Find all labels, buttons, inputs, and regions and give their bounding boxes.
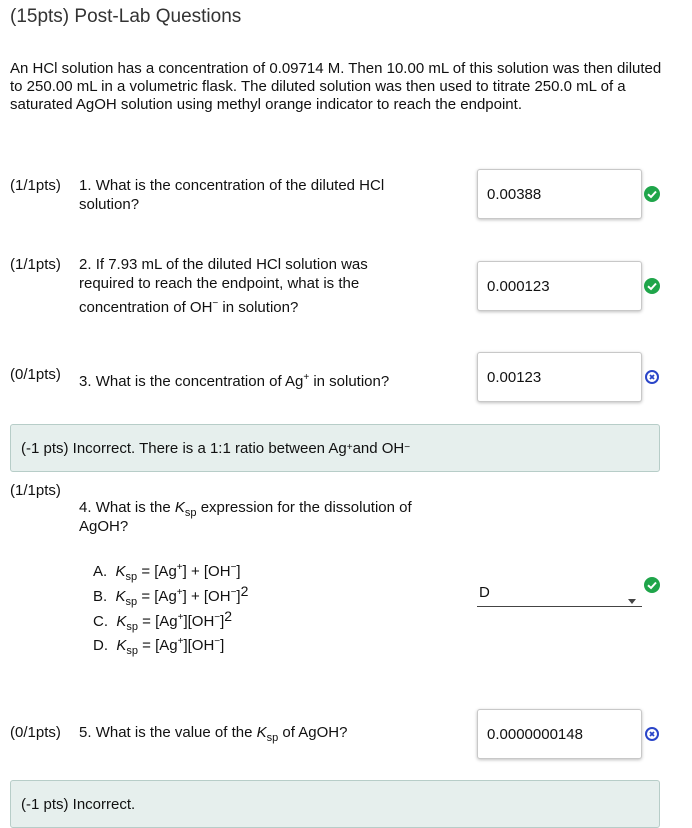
- q3-answer-input[interactable]: 0.00123: [477, 352, 642, 402]
- dropdown-caret-icon: [628, 591, 636, 609]
- q4-text: 4. What is the $K_{sp}$ expression for the dissolution of AgOH?: [79, 499, 412, 535]
- q5-points: (0/1pts): [10, 724, 61, 741]
- q2-number: 2.: [79, 256, 92, 273]
- q3-feedback-box: (-1 pts) Incorrect. There is a 1:1 ratio between Ag + and OH −: [10, 424, 660, 472]
- q1-answer-input[interactable]: 0.00388: [477, 169, 642, 219]
- q5-text: 5. What is the value of the $K_{sp}$ of AgOH?: [79, 724, 348, 744]
- q5-incorrect-x-icon: [645, 727, 659, 741]
- q4-option-a: A. $K_{sp} = [Ag^+] + [OH^-]$: [93, 562, 241, 583]
- page-title: (15pts) Post-Lab Questions: [10, 6, 242, 27]
- q5-number: 5.: [79, 724, 92, 741]
- q3-number: 3.: [79, 373, 92, 390]
- q4-option-c: C. $K_{sp} = [Ag^+][OH^-]2$: [93, 608, 233, 633]
- q4-correct-check-icon: [644, 577, 660, 593]
- q1-text: 1. What is the concentration of the diluted HCl solution?: [79, 177, 385, 213]
- q2-points: (1/1pts): [10, 256, 61, 273]
- q4-answer-select[interactable]: [477, 582, 642, 607]
- q2-answer-input[interactable]: 0.000123: [477, 261, 642, 311]
- q4-option-d: D. $K_{sp} = [Ag^+][OH^-]$: [93, 636, 225, 657]
- q4-number: 4.: [79, 499, 92, 516]
- q3-points: (0/1pts): [10, 366, 61, 383]
- problem-intro: An HCl solution has a concentration of 0.09714 M. Then 10.00 mL of this solution was then diluted to 250.00 mL in a volumetric flask. The diluted solution was then used to titrate 250.0 mL of a saturated AgOH solution using methyl orange indicator to reach the endpoint.: [10, 60, 662, 113]
- q4-points: (1/1pts): [10, 482, 61, 499]
- q2-text: 2. If 7.93 mL of the diluted HCl solution was required to reach the endpoint, what is the concentration of OH− in solution?: [79, 256, 368, 316]
- q1-points: (1/1pts): [10, 177, 61, 194]
- q4-option-b: B. $K_{sp} = [Ag^+] + [OH^-]2$: [93, 583, 249, 608]
- q5-answer-input[interactable]: 0.0000000148: [477, 709, 642, 759]
- q1-number: 1.: [79, 177, 92, 194]
- q2-correct-check-icon: [644, 278, 660, 294]
- q5-feedback-box: (-1 pts) Incorrect.: [10, 780, 660, 828]
- q4-options-list: [93, 560, 248, 658]
- q3-incorrect-x-icon: [645, 370, 659, 384]
- q3-text: 3. What is the concentration of Ag+ in solution?: [79, 372, 390, 390]
- q4-selected-value: D: [479, 584, 490, 601]
- q1-correct-check-icon: [644, 186, 660, 202]
